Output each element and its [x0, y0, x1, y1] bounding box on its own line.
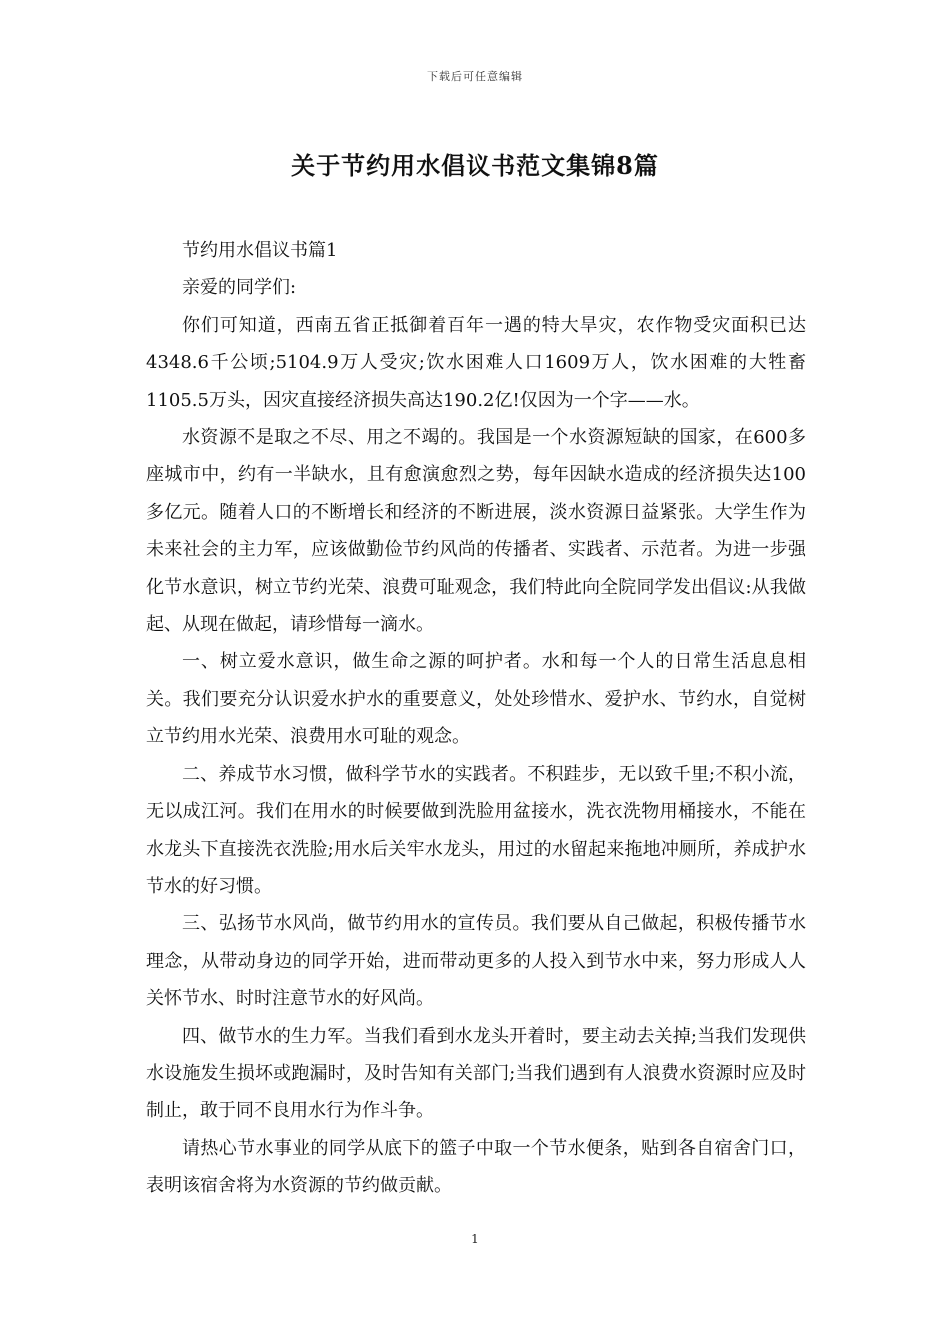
body-paragraph: 一、树立爱水意识，做生命之源的呵护者。水和每一个人的日常生活息息相关。我们要充分认识爱水护水的重要意义，处处珍惜水、爱护水、节约水，自觉树立节约用水光荣、浪费用水可耻的观念。 — [146, 651, 806, 748]
page-header-note: 下载后可任意编辑 — [427, 70, 523, 83]
body-paragraph: 你们可知道，西南五省正抵御着百年一遇的特大旱灾，农作物受灾面积已达4348.6千公顷;5104.9万人受灾;饮水困难人口1609万人，饮水困难的大牲畜1105.5万头，因灾直接经济损失高达190.2亿!仅因为一个字——水。 — [146, 314, 806, 411]
body-paragraph: 二、养成节水习惯，做科学节水的实践者。不积跬步，无以致千里;不积小流，无以成江河。我们在用水的时候要做到洗脸用盆接水，洗衣洗物用桶接水，不能在水龙头下直接洗衣洗脸;用水后关牢水龙头，用过的水留起来拖地冲厕所，养成护水节水的好习惯。 — [146, 763, 806, 897]
section-heading: 节约用水倡议书篇1 — [182, 240, 338, 261]
page-number: 1 — [471, 1232, 479, 1246]
body-paragraph: 三、弘扬节水风尚，做节约用水的宣传员。我们要从自己做起，积极传播节水理念，从带动身边的同学开始，进而带动更多的人投入到节水中来，努力形成人人关怀节水、时时注意节水的好风尚。 — [146, 913, 806, 1010]
body-paragraph: 请热心节水事业的同学从底下的篮子中取一个节水便条，贴到各自宿舍门口，表明该宿舍将为水资源的节约做贡献。 — [146, 1137, 806, 1197]
body-paragraph: 水资源不是取之不尽、用之不竭的。我国是一个水资源短缺的国家，在600多座城市中，约有一半缺水，且有愈演愈烈之势，每年因缺水造成的经济损失达100多亿元。随着人口的不断增长和经济的不断进展，淡水资源日益紧张。大学生作为未来社会的主力军，应该做勤俭节约风尚的传播者、实践者、示范者。为进一步强化节水意识，树立节约光荣、浪费可耻观念，我们特此向全院同学发出倡议:从我做起、从现在做起，请珍惜每一滴水。 — [146, 427, 806, 636]
body-paragraph: 四、做节水的生力军。当我们看到水龙头开着时，要主动去关掉;当我们发现供水设施发生损坏或跑漏时，及时告知有关部门;当我们遇到有人浪费水资源时应及时制止，敢于同不良用水行为作斗争。 — [146, 1025, 806, 1122]
document-title: 关于节约用水倡议书范文集锦8篇 — [291, 151, 659, 180]
salutation: 亲爱的同学们: — [182, 277, 297, 299]
document-body — [146, 232, 806, 1205]
